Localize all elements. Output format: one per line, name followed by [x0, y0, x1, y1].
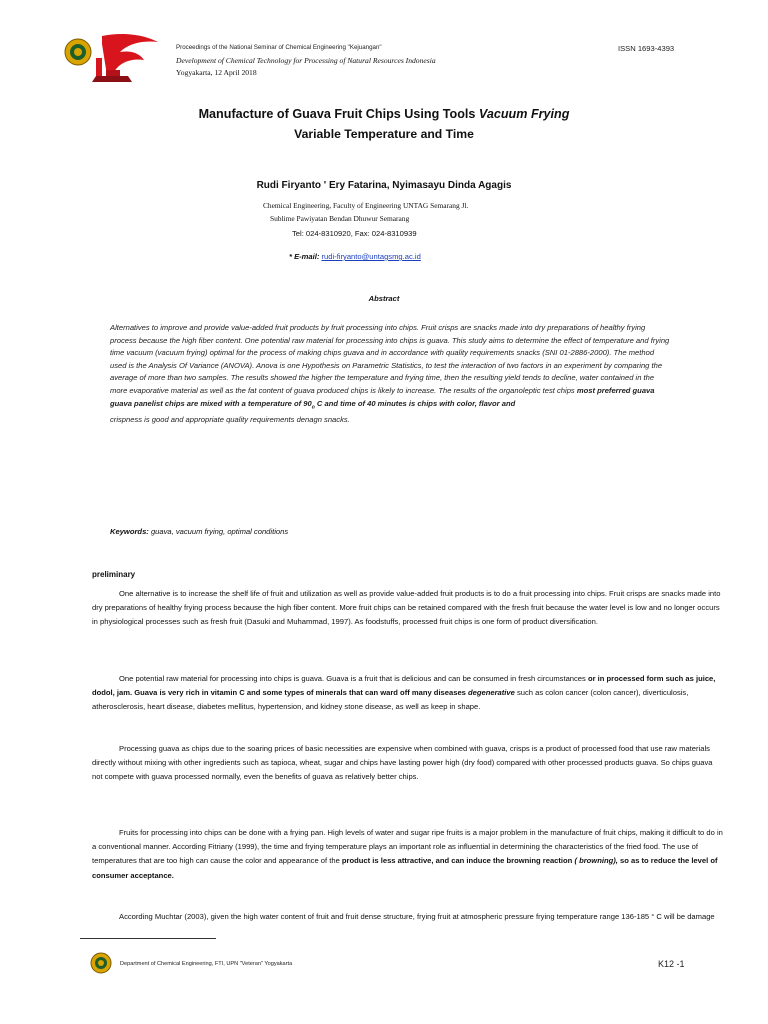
paragraph-4-bold: product is less attractive, and can induce the browning reaction [341, 856, 575, 866]
affiliation-line-2: Sublime Pawiyatan Bendan Dhuwur Semarang [270, 214, 410, 223]
university-seal-icon [65, 39, 91, 65]
paper-title [0, 107, 768, 121]
affiliation-contact: Tel: 024-8310920, Fax: 024-8310939 [292, 229, 417, 238]
footer-department: Department of Chemical Engineering, FTI, UPN "Veteran" Yogyakarta [120, 961, 293, 967]
page-number: K12 -1 [658, 959, 685, 969]
footer-divider [80, 938, 216, 939]
keywords-text: guava, vacuum frying, optimal conditions [148, 527, 289, 536]
seminar-logo [62, 30, 172, 90]
paragraph-2-text: One potential raw material for processing into chips is guava. Guava is a fruit that is delicious and can be consumed in fresh circumstances [119, 674, 588, 683]
conference-date: Yogyakarta, 12 April 2018 [176, 68, 257, 77]
abstract-subscript: o [311, 404, 315, 411]
abstract-heading: Abstract [368, 294, 400, 303]
paragraph-4-tail: so as to reduce the level of consumer acceptance. [92, 856, 718, 880]
paper-subtitle: Variable Temperature and Time [294, 127, 474, 141]
paragraph-1: One alternative is to increase the shelf life of fruit and utilization as well as provide value-added fruit products is to do a fruit processing into chips. Fruit crisps are snacks made into dry preparations of healthy frying process because the high fiber content. More fruit chips can be retained compared with the fresh fruit because the water level is low and no longer occurs in physiological processes such as fresh fruit (Dasuki and Muhammad, 1997). As foodstuffs, processed fruit chips is one form of product diversification. [92, 589, 721, 627]
conference-subtitle: Development of Chemical Technology for Processing of Natural Resources Indonesia [176, 56, 436, 65]
paragraph-4-text: Fruits for processing into chips can be done with a frying pan. High levels of water and sugar ripe fruits is a major problem in the manufacture of fruit chips, making it difficult to do in a conventional manner. According Fitriany (1999), the time and frying temperature plays an important role as influential in determining the characteristics of the fried food. The use of temperatures that are too high can cause the color and appearance of the [92, 828, 723, 866]
author-list: Rudi Firyanto ' Ery Fatarina, Nyimasayu Dinda Agagis [256, 180, 512, 191]
paragraph-4-bold-italic: ( browning), [574, 856, 618, 866]
paragraph-3: Processing guava as chips due to the soaring prices of basic necessities are expensive when combined with guava, crisps is a product of processed food that use raw materials directly without mixing with other ingredients such as tapioca, wheat, sugar and chips have lasting power high (dry food) compared with other processed products guava. So chips guava not compete with guava processed normally, even the benefits of guava as relatively better chips. [92, 744, 713, 782]
flame-emblem-icon [92, 34, 158, 82]
footer-seal-icon [90, 952, 112, 974]
abstract-tail: crispness is good and appropriate quality requirements denagn snacks. [110, 414, 350, 424]
title-part: Manufacture of Guava Fruit Chips Using Tools [198, 107, 479, 121]
paragraph-2-tail: such as colon cancer (colon cancer), diverticulosis, atherosclerosis, heart disease, diabetes mellitus, hypertension, and kidney stone disease, as well as keep in shape. [92, 688, 689, 712]
affiliation-line-1: Chemical Engineering, Faculty of Engineering UNTAG Semarang Jl. [263, 201, 469, 210]
paragraph-2-bold: or in processed form such as juice, dodol, jam. Guava is very rich in vitamin C and some types of minerals that can ward off many diseases [92, 674, 716, 698]
abstract-text: Alternatives to improve and provide value-added fruit products by fruit processing into chips. Fruit crisps are snacks made into dry preparations of healthy frying process because the high fiber content. One potential raw material for processing into chips is guava. This study aims to determine the effect of temperature and frying time vacuum (vacuum frying) optimal for the process of making chips guava and in accordance with quality requirements snacks (SNI 01-2886-2000). The method used is the Analysis Of Variance (ANOVA). Anova is one Hypothesis on Parametric Statistics, to test the interaction of two factors in an experiment by comparing the average of more than two samples. The results showed the higher the temperature and frying time, then the resulting yield tends to decline, water contained in the more evaporative material as well as the fat content of guava produced chips is likely to increase. The results of the organoleptic test chips [110, 323, 670, 395]
proceedings-line: Proceedings of the National Seminar of Chemical Engineering "Kejuangan" [176, 44, 382, 51]
paragraph-5: According Muchtar (2003), given the high water content of fruit and fruit dense structure, frying fruit at atmospheric pressure frying temperature range 136-185 ° C will be damage [119, 912, 715, 921]
title-italic-part: Vacuum Frying [478, 107, 570, 121]
keywords-line [110, 527, 288, 536]
email-line [289, 252, 421, 261]
paragraph-2 [92, 672, 724, 715]
abstract-body [110, 322, 670, 426]
email-label: * E-mail: [289, 252, 322, 261]
issn-number: ISSN 1693-4393 [618, 44, 675, 53]
paragraph-2-bold-italic: degenerative [468, 688, 515, 698]
section-heading: preliminary [92, 570, 136, 579]
abstract-bold-text-2: C and time of 40 minutes is chips with color, flavor and [314, 398, 516, 408]
paragraph-4 [92, 826, 724, 883]
keywords-label: Keywords: [110, 527, 149, 536]
abstract-bold-text: most preferred guava guava panelist chips are mixed with a temperature of 90 [110, 385, 655, 408]
email-link[interactable]: rudi-firyanto@untagsmg.ac.id [321, 252, 421, 261]
